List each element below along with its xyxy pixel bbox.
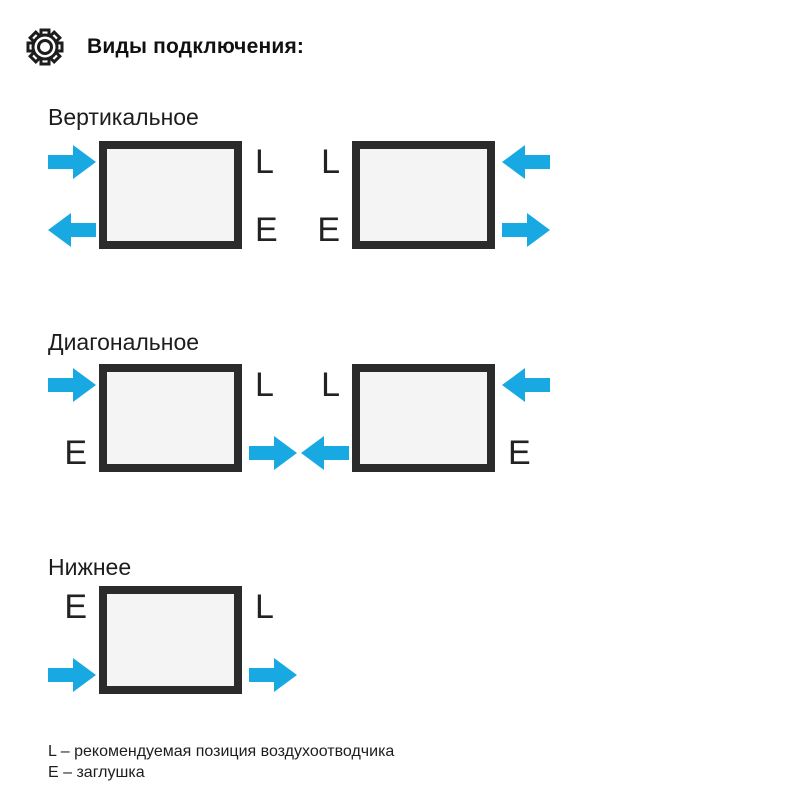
radiator [352,364,495,472]
port-label: E [317,211,340,249]
diagram-diagonal-right [301,364,550,472]
port-label: E [255,211,278,249]
left-slot-column [301,141,352,249]
flow-arrow [502,145,550,179]
diagram-diagonal-left [48,364,297,472]
flow-arrow [249,658,297,692]
page-title: Виды подключения: [87,35,305,58]
section-bottom [48,553,800,694]
diagram-vertical-right [301,141,550,249]
gear-icon [25,27,65,67]
section-title-vertical: Вертикальное [48,104,199,130]
port-label: L [321,143,340,181]
radiator [352,141,495,249]
section-vertical [48,103,800,249]
diagram-vertical-left [48,141,297,249]
port-label: L [321,366,340,404]
diagram-row-bottom [48,586,800,694]
flow-arrow [48,213,96,247]
section-title-diagonal: Диагональное [48,329,200,355]
radiator [99,586,242,694]
port-label: E [508,434,531,472]
left-slot-column [48,586,99,694]
left-slot-column [48,141,99,249]
flow-arrow [249,436,297,470]
right-slot-column [495,141,550,249]
right-slot-column [242,141,297,249]
section-diagonal [48,328,800,472]
flow-arrow [48,145,96,179]
right-slot-column [242,586,297,694]
radiator [99,141,242,249]
right-slot-column [495,364,550,472]
diagram-row-diagonal [48,364,800,472]
radiator [99,364,242,472]
legend-line-air-vent: L – рекомендуемая позиция воздухоотводчика [48,743,395,760]
diagram-row-vertical [48,141,800,249]
legend-line-plug: E – заглушка [48,764,145,781]
section-title-bottom: Нижнее [48,554,132,580]
port-label: L [255,366,274,404]
flow-arrow [48,368,96,402]
port-label: L [255,588,274,626]
legend [48,744,800,781]
left-slot-column [48,364,99,472]
flow-arrow [502,368,550,402]
header [25,27,800,67]
flow-arrow [48,658,96,692]
right-slot-column [242,364,297,472]
port-label: E [64,434,87,472]
diagram-bottom [48,586,297,694]
flow-arrow [301,436,349,470]
port-label: E [64,588,87,626]
port-label: L [255,143,274,181]
left-slot-column [301,364,352,472]
flow-arrow [502,213,550,247]
